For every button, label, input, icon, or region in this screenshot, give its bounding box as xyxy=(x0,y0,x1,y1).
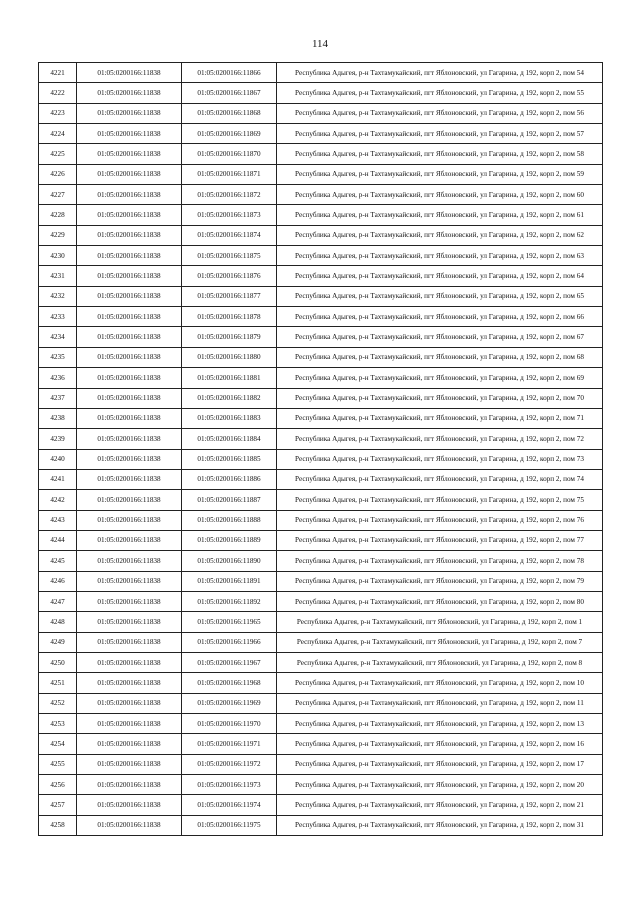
building-cadastral-number-cell: 01:05:0200166:11838 xyxy=(77,103,182,123)
table-row xyxy=(39,347,603,367)
address-cell: Республика Адыгея, р-н Тахтамукайский, пгт Яблоновский, ул Гагарина, д 192, корп 2, пом 79 xyxy=(277,571,603,591)
building-cadastral-number-cell: 01:05:0200166:11838 xyxy=(77,164,182,184)
address-cell: Республика Адыгея, р-н Тахтамукайский, пгт Яблоновский, ул Гагарина, д 192, корп 2, пом 57 xyxy=(277,124,603,144)
row-number-cell: 4231 xyxy=(39,266,77,286)
table-row xyxy=(39,693,603,713)
cadastral-table xyxy=(38,62,603,836)
building-cadastral-number-cell: 01:05:0200166:11838 xyxy=(77,368,182,388)
address-cell: Республика Адыгея, р-н Тахтамукайский, пгт Яблоновский, ул Гагарина, д 192, корп 2, пом 69 xyxy=(277,368,603,388)
table-row xyxy=(39,63,603,83)
building-cadastral-number-cell: 01:05:0200166:11838 xyxy=(77,83,182,103)
row-number-cell: 4252 xyxy=(39,693,77,713)
row-number-cell: 4222 xyxy=(39,83,77,103)
row-number-cell: 4250 xyxy=(39,652,77,672)
table-row xyxy=(39,673,603,693)
building-cadastral-number-cell: 01:05:0200166:11838 xyxy=(77,652,182,672)
building-cadastral-number-cell: 01:05:0200166:11838 xyxy=(77,388,182,408)
building-cadastral-number-cell: 01:05:0200166:11838 xyxy=(77,693,182,713)
table-row xyxy=(39,144,603,164)
row-number-cell: 4249 xyxy=(39,632,77,652)
address-cell: Республика Адыгея, р-н Тахтамукайский, пгт Яблоновский, ул Гагарина, д 192, корп 2, пом 75 xyxy=(277,490,603,510)
address-cell: Республика Адыгея, р-н Тахтамукайский, пгт Яблоновский, ул Гагарина, д 192, корп 2, пом 56 xyxy=(277,103,603,123)
table-row xyxy=(39,408,603,428)
premises-cadastral-number-cell: 01:05:0200166:11867 xyxy=(182,83,277,103)
building-cadastral-number-cell: 01:05:0200166:11838 xyxy=(77,673,182,693)
premises-cadastral-number-cell: 01:05:0200166:11888 xyxy=(182,510,277,530)
building-cadastral-number-cell: 01:05:0200166:11838 xyxy=(77,632,182,652)
building-cadastral-number-cell: 01:05:0200166:11838 xyxy=(77,205,182,225)
row-number-cell: 4258 xyxy=(39,815,77,835)
address-cell: Республика Адыгея, р-н Тахтамукайский, пгт Яблоновский, ул Гагарина, д 192, корп 2, пом 31 xyxy=(277,815,603,835)
row-number-cell: 4227 xyxy=(39,185,77,205)
table-row xyxy=(39,246,603,266)
row-number-cell: 4244 xyxy=(39,530,77,550)
address-cell: Республика Адыгея, р-н Тахтамукайский, пгт Яблоновский, ул Гагарина, д 192, корп 2, пом 62 xyxy=(277,225,603,245)
address-cell: Республика Адыгея, р-н Тахтамукайский, пгт Яблоновский, ул Гагарина, д 192, корп 2, пом 71 xyxy=(277,408,603,428)
address-cell: Республика Адыгея, р-н Тахтамукайский, пгт Яблоновский, ул Гагарина, д 192, корп 2, пом 8 xyxy=(277,652,603,672)
building-cadastral-number-cell: 01:05:0200166:11838 xyxy=(77,144,182,164)
premises-cadastral-number-cell: 01:05:0200166:11887 xyxy=(182,490,277,510)
premises-cadastral-number-cell: 01:05:0200166:11966 xyxy=(182,632,277,652)
premises-cadastral-number-cell: 01:05:0200166:11967 xyxy=(182,652,277,672)
row-number-cell: 4257 xyxy=(39,795,77,815)
row-number-cell: 4238 xyxy=(39,408,77,428)
table-row xyxy=(39,388,603,408)
table-row xyxy=(39,734,603,754)
premises-cadastral-number-cell: 01:05:0200166:11968 xyxy=(182,673,277,693)
premises-cadastral-number-cell: 01:05:0200166:11973 xyxy=(182,775,277,795)
row-number-cell: 4232 xyxy=(39,286,77,306)
building-cadastral-number-cell: 01:05:0200166:11838 xyxy=(77,775,182,795)
row-number-cell: 4242 xyxy=(39,490,77,510)
table-body xyxy=(39,63,603,836)
row-number-cell: 4239 xyxy=(39,429,77,449)
premises-cadastral-number-cell: 01:05:0200166:11876 xyxy=(182,266,277,286)
building-cadastral-number-cell: 01:05:0200166:11838 xyxy=(77,185,182,205)
building-cadastral-number-cell: 01:05:0200166:11838 xyxy=(77,510,182,530)
table-row xyxy=(39,205,603,225)
address-cell: Республика Адыгея, р-н Тахтамукайский, пгт Яблоновский, ул Гагарина, д 192, корп 2, пом 74 xyxy=(277,469,603,489)
table-row xyxy=(39,530,603,550)
row-number-cell: 4253 xyxy=(39,714,77,734)
premises-cadastral-number-cell: 01:05:0200166:11974 xyxy=(182,795,277,815)
premises-cadastral-number-cell: 01:05:0200166:11965 xyxy=(182,612,277,632)
table-row xyxy=(39,225,603,245)
row-number-cell: 4233 xyxy=(39,307,77,327)
building-cadastral-number-cell: 01:05:0200166:11838 xyxy=(77,591,182,611)
premises-cadastral-number-cell: 01:05:0200166:11969 xyxy=(182,693,277,713)
premises-cadastral-number-cell: 01:05:0200166:11889 xyxy=(182,530,277,550)
building-cadastral-number-cell: 01:05:0200166:11838 xyxy=(77,408,182,428)
address-cell: Республика Адыгея, р-н Тахтамукайский, пгт Яблоновский, ул Гагарина, д 192, корп 2, пом 60 xyxy=(277,185,603,205)
table-row xyxy=(39,449,603,469)
premises-cadastral-number-cell: 01:05:0200166:11875 xyxy=(182,246,277,266)
building-cadastral-number-cell: 01:05:0200166:11838 xyxy=(77,347,182,367)
address-cell: Республика Адыгея, р-н Тахтамукайский, пгт Яблоновский, ул Гагарина, д 192, корп 2, пом 7 xyxy=(277,632,603,652)
address-cell: Республика Адыгея, р-н Тахтамукайский, пгт Яблоновский, ул Гагарина, д 192, корп 2, пом 64 xyxy=(277,266,603,286)
premises-cadastral-number-cell: 01:05:0200166:11873 xyxy=(182,205,277,225)
row-number-cell: 4256 xyxy=(39,775,77,795)
building-cadastral-number-cell: 01:05:0200166:11838 xyxy=(77,266,182,286)
premises-cadastral-number-cell: 01:05:0200166:11883 xyxy=(182,408,277,428)
address-cell: Республика Адыгея, р-н Тахтамукайский, пгт Яблоновский, ул Гагарина, д 192, корп 2, пом 67 xyxy=(277,327,603,347)
building-cadastral-number-cell: 01:05:0200166:11838 xyxy=(77,714,182,734)
row-number-cell: 4230 xyxy=(39,246,77,266)
row-number-cell: 4255 xyxy=(39,754,77,774)
table-row xyxy=(39,490,603,510)
address-cell: Республика Адыгея, р-н Тахтамукайский, пгт Яблоновский, ул Гагарина, д 192, корп 2, пом 59 xyxy=(277,164,603,184)
premises-cadastral-number-cell: 01:05:0200166:11868 xyxy=(182,103,277,123)
building-cadastral-number-cell: 01:05:0200166:11838 xyxy=(77,469,182,489)
table-row xyxy=(39,185,603,205)
address-cell: Республика Адыгея, р-н Тахтамукайский, пгт Яблоновский, ул Гагарина, д 192, корп 2, пом 66 xyxy=(277,307,603,327)
table-row xyxy=(39,815,603,835)
table-row xyxy=(39,103,603,123)
premises-cadastral-number-cell: 01:05:0200166:11879 xyxy=(182,327,277,347)
table-row xyxy=(39,429,603,449)
row-number-cell: 4223 xyxy=(39,103,77,123)
table-row xyxy=(39,775,603,795)
premises-cadastral-number-cell: 01:05:0200166:11870 xyxy=(182,144,277,164)
row-number-cell: 4237 xyxy=(39,388,77,408)
premises-cadastral-number-cell: 01:05:0200166:11878 xyxy=(182,307,277,327)
premises-cadastral-number-cell: 01:05:0200166:11877 xyxy=(182,286,277,306)
premises-cadastral-number-cell: 01:05:0200166:11881 xyxy=(182,368,277,388)
address-cell: Республика Адыгея, р-н Тахтамукайский, пгт Яблоновский, ул Гагарина, д 192, корп 2, пом 68 xyxy=(277,347,603,367)
premises-cadastral-number-cell: 01:05:0200166:11874 xyxy=(182,225,277,245)
row-number-cell: 4228 xyxy=(39,205,77,225)
building-cadastral-number-cell: 01:05:0200166:11838 xyxy=(77,795,182,815)
row-number-cell: 4245 xyxy=(39,551,77,571)
premises-cadastral-number-cell: 01:05:0200166:11971 xyxy=(182,734,277,754)
address-cell: Республика Адыгея, р-н Тахтамукайский, пгт Яблоновский, ул Гагарина, д 192, корп 2, пом 10 xyxy=(277,673,603,693)
premises-cadastral-number-cell: 01:05:0200166:11872 xyxy=(182,185,277,205)
table-row xyxy=(39,612,603,632)
address-cell: Республика Адыгея, р-н Тахтамукайский, пгт Яблоновский, ул Гагарина, д 192, корп 2, пом 78 xyxy=(277,551,603,571)
building-cadastral-number-cell: 01:05:0200166:11838 xyxy=(77,449,182,469)
row-number-cell: 4236 xyxy=(39,368,77,388)
row-number-cell: 4254 xyxy=(39,734,77,754)
row-number-cell: 4235 xyxy=(39,347,77,367)
address-cell: Республика Адыгея, р-н Тахтамукайский, пгт Яблоновский, ул Гагарина, д 192, корп 2, пом 61 xyxy=(277,205,603,225)
row-number-cell: 4247 xyxy=(39,591,77,611)
table-row xyxy=(39,551,603,571)
address-cell: Республика Адыгея, р-н Тахтамукайский, пгт Яблоновский, ул Гагарина, д 192, корп 2, пом 1 xyxy=(277,612,603,632)
table-row xyxy=(39,652,603,672)
address-cell: Республика Адыгея, р-н Тахтамукайский, пгт Яблоновский, ул Гагарина, д 192, корп 2, пом 65 xyxy=(277,286,603,306)
table-row xyxy=(39,714,603,734)
table-row xyxy=(39,795,603,815)
building-cadastral-number-cell: 01:05:0200166:11838 xyxy=(77,124,182,144)
row-number-cell: 4246 xyxy=(39,571,77,591)
premises-cadastral-number-cell: 01:05:0200166:11885 xyxy=(182,449,277,469)
premises-cadastral-number-cell: 01:05:0200166:11975 xyxy=(182,815,277,835)
address-cell: Республика Адыгея, р-н Тахтамукайский, пгт Яблоновский, ул Гагарина, д 192, корп 2, пом 17 xyxy=(277,754,603,774)
building-cadastral-number-cell: 01:05:0200166:11838 xyxy=(77,286,182,306)
premises-cadastral-number-cell: 01:05:0200166:11972 xyxy=(182,754,277,774)
building-cadastral-number-cell: 01:05:0200166:11838 xyxy=(77,571,182,591)
building-cadastral-number-cell: 01:05:0200166:11838 xyxy=(77,63,182,83)
row-number-cell: 4251 xyxy=(39,673,77,693)
premises-cadastral-number-cell: 01:05:0200166:11869 xyxy=(182,124,277,144)
address-cell: Республика Адыгея, р-н Тахтамукайский, пгт Яблоновский, ул Гагарина, д 192, корп 2, пом 76 xyxy=(277,510,603,530)
row-number-cell: 4226 xyxy=(39,164,77,184)
premises-cadastral-number-cell: 01:05:0200166:11884 xyxy=(182,429,277,449)
table-row xyxy=(39,124,603,144)
address-cell: Республика Адыгея, р-н Тахтамукайский, пгт Яблоновский, ул Гагарина, д 192, корп 2, пом 54 xyxy=(277,63,603,83)
table-row xyxy=(39,591,603,611)
address-cell: Республика Адыгея, р-н Тахтамукайский, пгт Яблоновский, ул Гагарина, д 192, корп 2, пом 55 xyxy=(277,83,603,103)
premises-cadastral-number-cell: 01:05:0200166:11866 xyxy=(182,63,277,83)
building-cadastral-number-cell: 01:05:0200166:11838 xyxy=(77,734,182,754)
row-number-cell: 4248 xyxy=(39,612,77,632)
row-number-cell: 4224 xyxy=(39,124,77,144)
building-cadastral-number-cell: 01:05:0200166:11838 xyxy=(77,246,182,266)
building-cadastral-number-cell: 01:05:0200166:11838 xyxy=(77,530,182,550)
address-cell: Республика Адыгея, р-н Тахтамукайский, пгт Яблоновский, ул Гагарина, д 192, корп 2, пом 72 xyxy=(277,429,603,449)
premises-cadastral-number-cell: 01:05:0200166:11871 xyxy=(182,164,277,184)
row-number-cell: 4241 xyxy=(39,469,77,489)
address-cell: Республика Адыгея, р-н Тахтамукайский, пгт Яблоновский, ул Гагарина, д 192, корп 2, пом 21 xyxy=(277,795,603,815)
table-row xyxy=(39,571,603,591)
address-cell: Республика Адыгея, р-н Тахтамукайский, пгт Яблоновский, ул Гагарина, д 192, корп 2, пом 11 xyxy=(277,693,603,713)
premises-cadastral-number-cell: 01:05:0200166:11886 xyxy=(182,469,277,489)
row-number-cell: 4240 xyxy=(39,449,77,469)
table-row xyxy=(39,164,603,184)
address-cell: Республика Адыгея, р-н Тахтамукайский, пгт Яблоновский, ул Гагарина, д 192, корп 2, пом 16 xyxy=(277,734,603,754)
page-number: 114 xyxy=(311,38,329,50)
building-cadastral-number-cell: 01:05:0200166:11838 xyxy=(77,815,182,835)
premises-cadastral-number-cell: 01:05:0200166:11891 xyxy=(182,571,277,591)
address-cell: Республика Адыгея, р-н Тахтамукайский, пгт Яблоновский, ул Гагарина, д 192, корп 2, пом 73 xyxy=(277,449,603,469)
table-row xyxy=(39,286,603,306)
building-cadastral-number-cell: 01:05:0200166:11838 xyxy=(77,307,182,327)
row-number-cell: 4221 xyxy=(39,63,77,83)
premises-cadastral-number-cell: 01:05:0200166:11970 xyxy=(182,714,277,734)
address-cell: Республика Адыгея, р-н Тахтамукайский, пгт Яблоновский, ул Гагарина, д 192, корп 2, пом 63 xyxy=(277,246,603,266)
table-row xyxy=(39,632,603,652)
building-cadastral-number-cell: 01:05:0200166:11838 xyxy=(77,612,182,632)
table-row xyxy=(39,510,603,530)
building-cadastral-number-cell: 01:05:0200166:11838 xyxy=(77,429,182,449)
address-cell: Республика Адыгея, р-н Тахтамукайский, пгт Яблоновский, ул Гагарина, д 192, корп 2, пом 20 xyxy=(277,775,603,795)
row-number-cell: 4234 xyxy=(39,327,77,347)
table-row xyxy=(39,327,603,347)
address-cell: Республика Адыгея, р-н Тахтамукайский, пгт Яблоновский, ул Гагарина, д 192, корп 2, пом 80 xyxy=(277,591,603,611)
premises-cadastral-number-cell: 01:05:0200166:11890 xyxy=(182,551,277,571)
address-cell: Республика Адыгея, р-н Тахтамукайский, пгт Яблоновский, ул Гагарина, д 192, корп 2, пом 13 xyxy=(277,714,603,734)
address-cell: Республика Адыгея, р-н Тахтамукайский, пгт Яблоновский, ул Гагарина, д 192, корп 2, пом 58 xyxy=(277,144,603,164)
building-cadastral-number-cell: 01:05:0200166:11838 xyxy=(77,551,182,571)
building-cadastral-number-cell: 01:05:0200166:11838 xyxy=(77,327,182,347)
table-row xyxy=(39,307,603,327)
address-cell: Республика Адыгея, р-н Тахтамукайский, пгт Яблоновский, ул Гагарина, д 192, корп 2, пом 70 xyxy=(277,388,603,408)
table-row xyxy=(39,83,603,103)
row-number-cell: 4225 xyxy=(39,144,77,164)
premises-cadastral-number-cell: 01:05:0200166:11880 xyxy=(182,347,277,367)
premises-cadastral-number-cell: 01:05:0200166:11882 xyxy=(182,388,277,408)
table-row xyxy=(39,266,603,286)
address-cell: Республика Адыгея, р-н Тахтамукайский, пгт Яблоновский, ул Гагарина, д 192, корп 2, пом 77 xyxy=(277,530,603,550)
table-row xyxy=(39,469,603,489)
building-cadastral-number-cell: 01:05:0200166:11838 xyxy=(77,754,182,774)
building-cadastral-number-cell: 01:05:0200166:11838 xyxy=(77,225,182,245)
table-row xyxy=(39,754,603,774)
table-row xyxy=(39,368,603,388)
row-number-cell: 4243 xyxy=(39,510,77,530)
premises-cadastral-number-cell: 01:05:0200166:11892 xyxy=(182,591,277,611)
row-number-cell: 4229 xyxy=(39,225,77,245)
building-cadastral-number-cell: 01:05:0200166:11838 xyxy=(77,490,182,510)
